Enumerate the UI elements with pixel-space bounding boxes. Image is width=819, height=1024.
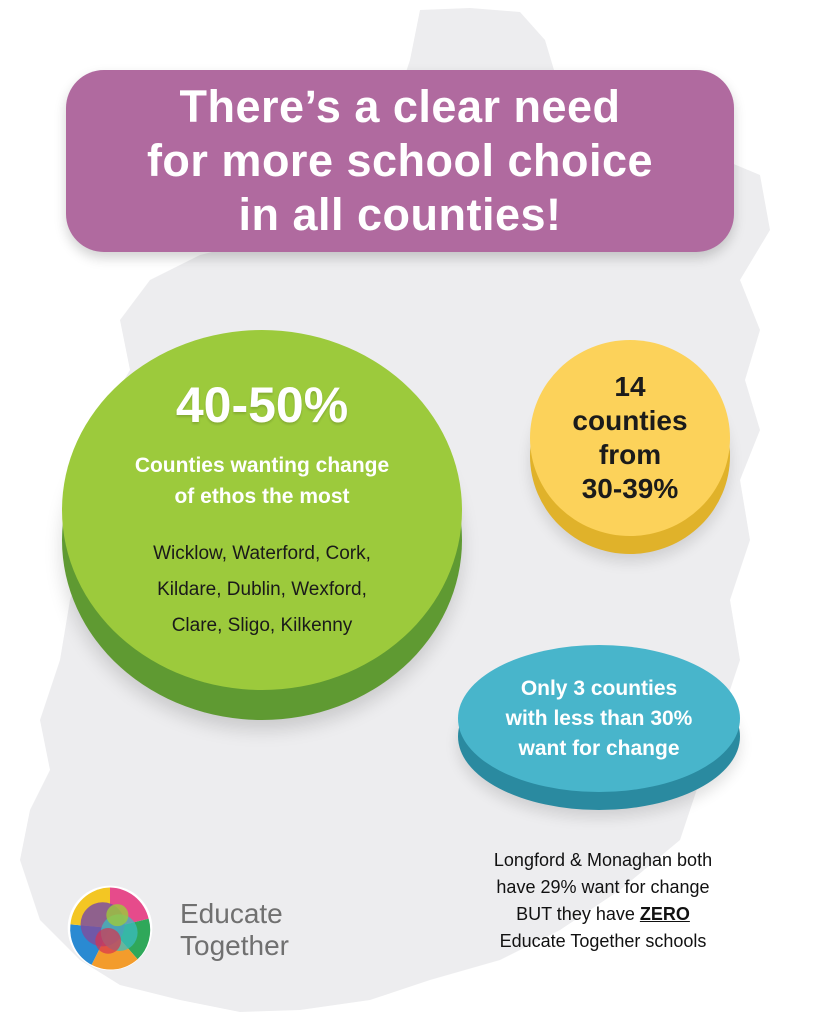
yellow-circle-face (530, 340, 730, 536)
green-subtitle-line-1: Counties wanting change (134, 454, 390, 477)
green-circle-face (62, 330, 462, 690)
headline-line-1: There’s a clear need (179, 81, 621, 132)
yellow-line-2: counties (572, 405, 688, 436)
blue-line-1: Only 3 counties (520, 676, 678, 700)
headline-banner (66, 70, 734, 252)
brand-name-line-2: Together (180, 930, 289, 961)
yellow-line-1: 14 (614, 371, 646, 402)
green-stat-circle (62, 330, 462, 720)
note-line-2: have 29% want for change (496, 877, 710, 897)
note-line-4: Educate Together schools (499, 931, 707, 951)
county-list-line-1: Wicklow, Waterford, Cork, (153, 543, 371, 564)
headline-line-3: in all counties! (238, 189, 562, 240)
blue-stat-circle (458, 645, 740, 810)
blue-line-3: want for change (518, 736, 680, 760)
county-list-line-3: Clare, Sligo, Kilkenny (171, 615, 353, 636)
blue-circle-face (458, 645, 740, 792)
percent-range: 40-50% (175, 377, 349, 433)
note-line-3 (456, 901, 750, 928)
yellow-line-4: 30-39% (581, 473, 679, 504)
county-list (153, 536, 371, 644)
brand-name (180, 898, 289, 962)
green-subtitle (135, 450, 389, 512)
headline-line-2: for more school choice (146, 135, 654, 186)
note-line-1: Longford & Monaghan both (493, 850, 713, 870)
brand-name-line-1: Educate (180, 898, 283, 929)
educate-together-logo-icon (64, 882, 156, 974)
blue-line-2: with less than 30% (505, 706, 693, 730)
yellow-stat-circle (530, 340, 730, 554)
green-subtitle-line-2: of ethos the most (174, 485, 350, 508)
footnote-text (456, 847, 750, 955)
note-emphasis-zero: ZERO (639, 904, 690, 924)
county-list-line-2: Kildare, Dublin, Wexford, (157, 579, 367, 600)
note-line-3-prefix: BUT they have (516, 904, 640, 924)
yellow-line-3: from (598, 439, 662, 470)
